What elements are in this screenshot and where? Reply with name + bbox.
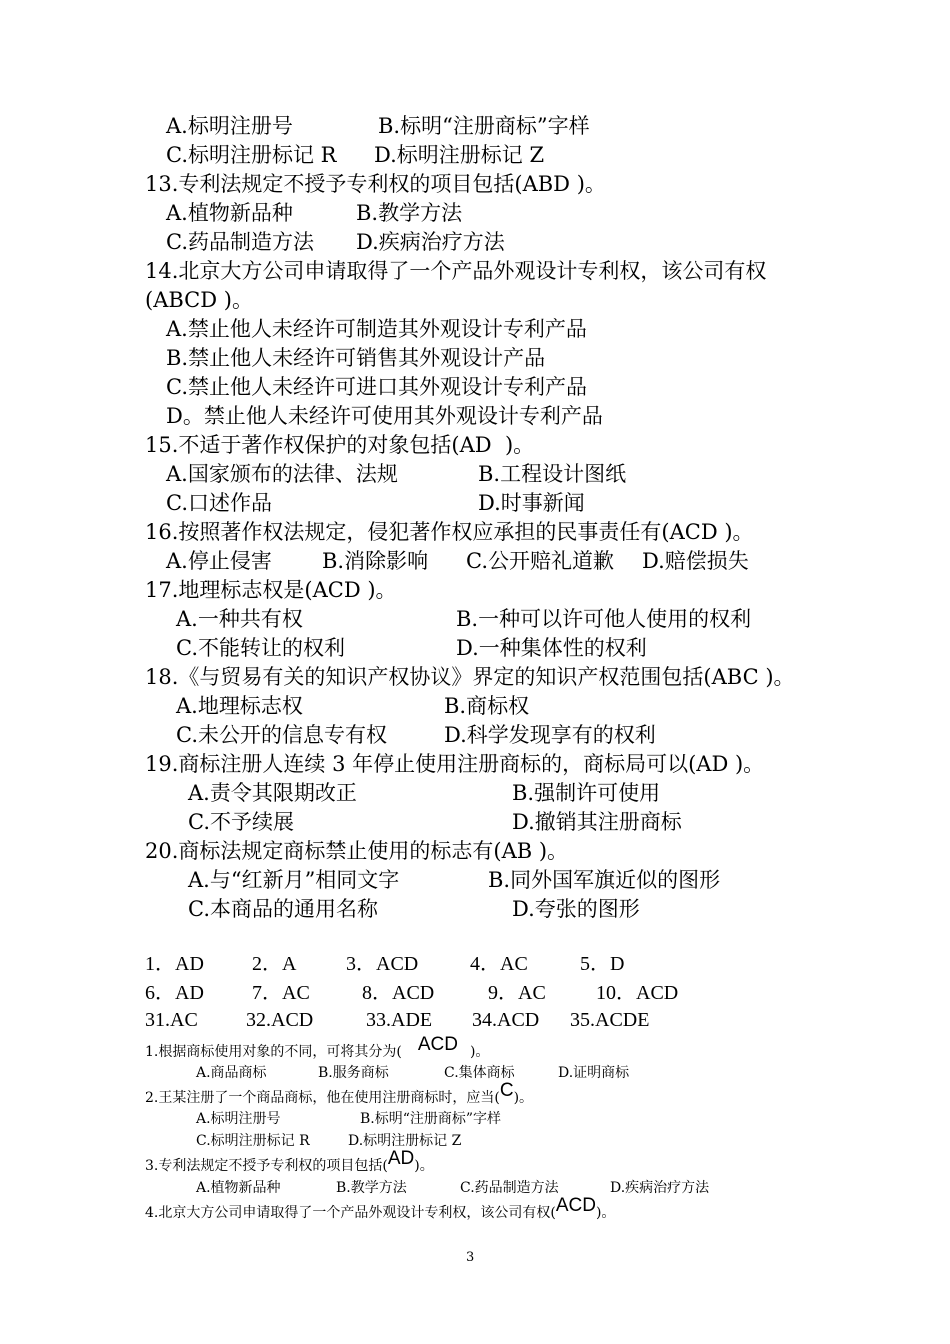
option: A.地理标志权	[176, 694, 303, 718]
quiz-option: B.标明“注册商标”字样	[360, 1111, 502, 1127]
option: B.一种可以许可他人使用的权利	[456, 607, 752, 631]
question-stem: 13.专利法规定不授予专利权的项目包括(ABD )。	[145, 172, 606, 196]
question-stem: 18.《与贸易有关的知识产权协议》界定的知识产权范围包括(ABC )。	[145, 665, 795, 689]
quiz-option: C.集体商标	[444, 1065, 515, 1081]
answer-key-item: 8．ACD	[362, 982, 435, 1004]
option: D。禁止他人未经许可使用其外观设计专利产品	[166, 404, 603, 428]
question-stem: 17.地理标志权是(ACD )。	[145, 578, 397, 602]
option: D.时事新闻	[478, 491, 585, 515]
quiz-question: 4.北京大方公司申请取得了一个产品外观设计专利权，该公司有权(ACD)。	[145, 1195, 616, 1221]
option: D.赔偿损失	[642, 549, 749, 573]
quiz-question: 3.专利法规定不授予专利权的项目包括(AD)。	[145, 1148, 434, 1174]
answer-key-item: 2．A	[252, 953, 297, 975]
filled-answer: ACD	[555, 1195, 596, 1216]
option: A.植物新品种	[166, 201, 293, 225]
quiz-question: 1.根据商标使用对象的不同，可将其分为( ACD )。	[145, 1034, 490, 1060]
answer-key-item: 33.ADE	[366, 1009, 433, 1031]
option: C.药品制造方法	[166, 230, 314, 254]
option: B.标明“注册商标”字样	[378, 114, 590, 138]
option: B.强制许可使用	[512, 781, 661, 805]
answer-key-item: 6．AD	[145, 982, 204, 1004]
option: C.不能转让的权利	[176, 636, 345, 660]
option: C.不予续展	[188, 810, 294, 834]
option: A.与“红新月”相同文字	[188, 868, 400, 892]
quiz-option: C.药品制造方法	[460, 1180, 559, 1196]
option: A.一种共有权	[176, 607, 303, 631]
option: C.口述作品	[166, 491, 272, 515]
option: B.同外国军旗近似的图形	[488, 868, 721, 892]
question-stem: 16.按照著作权法规定，侵犯著作权应承担的民事责任有(ACD )。	[145, 520, 754, 544]
option: A.停止侵害	[166, 549, 272, 573]
quiz-option: D.疾病治疗方法	[610, 1180, 710, 1196]
quiz-option: A.植物新品种	[196, 1180, 281, 1196]
answer-key-item: 34.ACD	[472, 1009, 540, 1031]
answer-key-item: 35.ACDE	[570, 1009, 650, 1031]
option: D.一种集体性的权利	[456, 636, 647, 660]
answer-key-item: 9．AC	[488, 982, 546, 1004]
quiz-option: D.标明注册标记 Z	[348, 1133, 462, 1149]
page-number: 3	[466, 1250, 475, 1265]
filled-answer: C	[499, 1080, 514, 1101]
option: C.未公开的信息专有权	[176, 723, 387, 747]
quiz-option: B.服务商标	[318, 1065, 389, 1081]
answer-key-item: 1．AD	[145, 953, 204, 975]
answer-key-item: 32.ACD	[246, 1009, 314, 1031]
option: A.标明注册号	[166, 114, 293, 138]
option: B.商标权	[444, 694, 530, 718]
option: D.夸张的图形	[512, 897, 640, 921]
option: A.责令其限期改正	[188, 781, 357, 805]
answer-key-item: 5．D	[580, 953, 625, 975]
option: B.消除影响	[322, 549, 429, 573]
option: C.禁止他人未经许可进口其外观设计专利产品	[166, 375, 587, 399]
question-stem: 15.不适于著作权保护的对象包括(AD )。	[145, 433, 535, 457]
answer-key-item: 4．AC	[470, 953, 528, 975]
filled-answer: AD	[387, 1148, 415, 1169]
answer-key-item: 7．AC	[252, 982, 310, 1004]
option: A.禁止他人未经许可制造其外观设计专利产品	[166, 317, 587, 341]
quiz-option: B.教学方法	[336, 1180, 407, 1196]
quiz-question: 2.王某注册了一个商品商标，他在使用注册商标时，应当(C)。	[145, 1080, 534, 1106]
question-stem-cont: (ABCD )。	[145, 288, 253, 312]
option: B.禁止他人未经许可销售其外观设计产品	[166, 346, 546, 370]
option: D.疾病治疗方法	[356, 230, 505, 254]
option: D.科学发现享有的权利	[444, 723, 656, 747]
option: A.国家颁布的法律、法规	[166, 462, 398, 486]
answer-key-item: 3．ACD	[346, 953, 419, 975]
option: C.本商品的通用名称	[188, 897, 378, 921]
quiz-option: D.证明商标	[558, 1065, 630, 1081]
filled-answer: ACD	[417, 1034, 458, 1055]
option: B.教学方法	[356, 201, 463, 225]
answer-key-item: 10．ACD	[596, 982, 679, 1004]
option: D.撤销其注册商标	[512, 810, 682, 834]
quiz-option: A.商品商标	[196, 1065, 267, 1081]
option: B.工程设计图纸	[478, 462, 627, 486]
quiz-option: C.标明注册标记 R	[196, 1133, 310, 1149]
option: D.标明注册标记 Z	[374, 143, 545, 167]
question-stem: 19.商标注册人连续 3 年停止使用注册商标的，商标局可以(AD )。	[145, 752, 765, 776]
answer-key-item: 31.AC	[145, 1009, 198, 1031]
quiz-option: A.标明注册号	[196, 1111, 281, 1127]
option: C.标明注册标记 R	[166, 143, 337, 167]
option: C.公开赔礼道歉	[466, 549, 614, 573]
question-stem: 14.北京大方公司申请取得了一个产品外观设计专利权，该公司有权	[145, 259, 767, 283]
question-stem: 20.商标法规定商标禁止使用的标志有(AB )。	[145, 839, 569, 863]
